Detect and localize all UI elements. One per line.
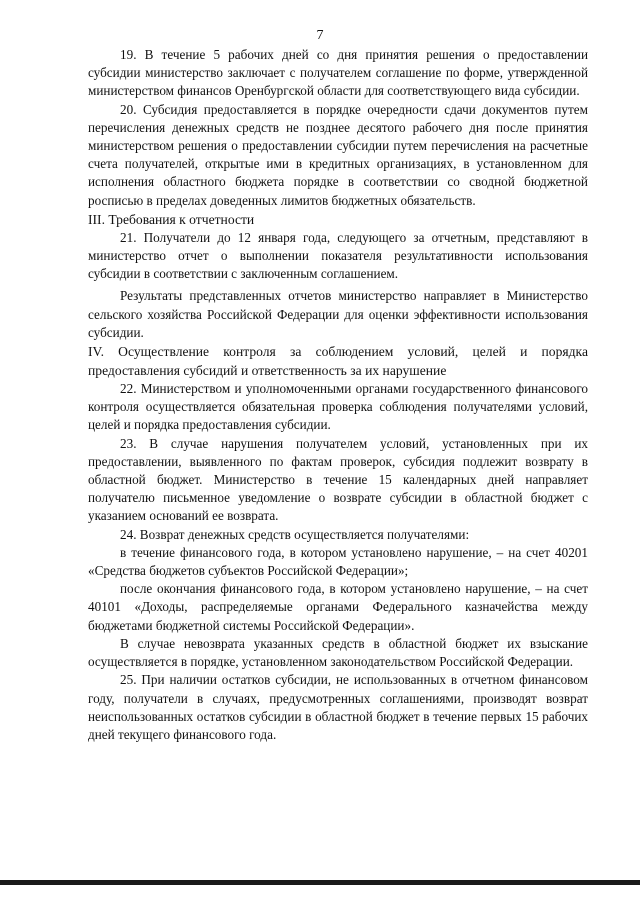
- page-number: 7: [316, 28, 324, 43]
- paragraph-21: 21. Получатели до 12 января года, следующего за отчетным, представляют в министерство отчет о выполнении показателя результативности использования субсидии в соответствии с заключенным соглашением.: [88, 229, 588, 282]
- paragraph-23: 23. В случае нарушения получателем условий, установленных при их предоставлении, выявленного по фактам проверок, субсидия подлежит возврату в областной бюджет. Министерство в течение 15 календарных дней направляет получателю письменное уведомление о возврате субсидии в областной бюджет с указанием оснований ее возврата.: [88, 435, 588, 524]
- paragraph-24: 24. Возврат денежных средств осуществляется получателями:: [120, 526, 470, 542]
- paragraph-24-after-year: после окончания финансового года, в котором установлено нарушение, – на счет 40101 «Доходы, распределяемые органами Федерального казначейства между бюджетами бюджетной системы Российской Федерации».: [88, 581, 588, 633]
- scan-bottom-edge: [0, 880, 640, 885]
- paragraph-24-recovery: В случае невозврата указанных средств в областной бюджет их взыскание осуществляется в порядке, установленном законодательством Российской Федерации.: [88, 635, 588, 670]
- section-heading-3: III. Требования к отчетности: [88, 211, 255, 227]
- document-body: [88, 46, 588, 744]
- section-heading-4: IV. Осуществление контроля за соблюдением условий, целей и порядка предоставления субсидий и ответственность за их нарушение: [88, 344, 588, 379]
- paragraph-21-results: Результаты представленных отчетов министерство направляет в Министерство сельского хозяйства Российской Федерации для оценки эффективности использования субсидии.: [88, 288, 588, 340]
- paragraph-25: 25. При наличии остатков субсидии, не использованных в отчетном финансовом году, получатели в случаях, предусмотренных соглашениями, производят возврат неиспользованных остатков субсидии в областной бюджет в течение первых 15 рабочих дней текущего финансового года.: [88, 672, 588, 742]
- paragraph-19: 19. В течение 5 рабочих дней со дня принятия решения о предоставлении субсидии министерство заключает с получателем соглашение по форме, утвержденной министерством финансов Оренбургской области для соответствующего вида субсидии.: [88, 47, 588, 99]
- paragraph-22: 22. Министерством и уполномоченными органами государственного финансового контроля осуществляется обязательная проверка соблюдения получателями условий, целей и порядка предоставления субсидии.: [88, 381, 588, 433]
- paragraph-24-current-year: в течение финансового года, в котором установлено нарушение, – на счет 40201 «Средства бюджетов субъектов Российской Федерации»;: [88, 544, 588, 579]
- paragraph-20: 20. Субсидия предоставляется в порядке очередности сдачи документов путем перечисления денежных средств не позднее десятого рабочего дня после принятия министерством решения о предоставлении субсидии путем перечисления на расчетные счета получателей, открытые ими в кредитных организациях, в установленном для исполнения областного бюджета порядке в соответствии со сводной бюджетной росписью в пределах доведенных лимитов бюджетных обязательств.: [88, 101, 588, 208]
